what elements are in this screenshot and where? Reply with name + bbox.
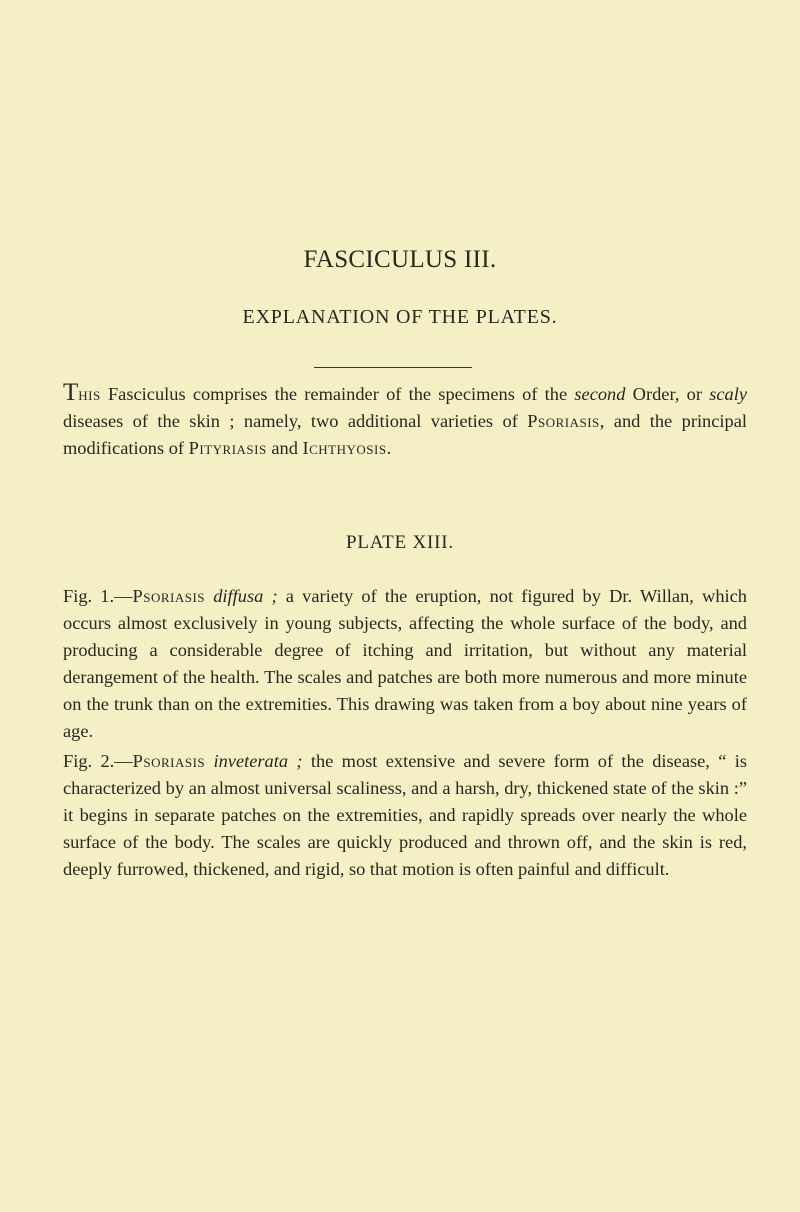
figure-1-paragraph [63, 583, 747, 746]
horizontal-rule [314, 367, 472, 368]
term-psoriasis: Psoriasis [527, 411, 600, 432]
emphasis-scaly: scaly [709, 384, 747, 404]
figure-1-label: Fig. 1.— [63, 586, 133, 606]
intro-text: , and the principal modifications of [63, 411, 747, 459]
intro-text: Order, or [625, 384, 710, 404]
figure-1-species: diffusa ; [213, 586, 278, 606]
fasciculus-title: FASCICULUS III. [303, 246, 497, 273]
figure-1-term: Psoriasis [132, 586, 206, 606]
intro-text: diseases of the skin ; namely, two additional varieties of [63, 411, 528, 432]
figure-2-paragraph [63, 748, 747, 883]
term-ichthyosis: Ichthyosis [302, 438, 387, 459]
figure-2-label: Fig. 2.— [63, 751, 133, 771]
term-pityriasis: Pityriasis [188, 438, 267, 459]
plate-heading: PLATE XIII. [345, 532, 454, 553]
drop-cap: T [63, 379, 79, 406]
intro-lead-word: his [78, 384, 101, 404]
figure-2-text: the most extensive and severe form of the disease, “ is characterized by an almost universal scaliness, and a harsh, dry, thickened state of the skin :” it begins in separate patches on the extremities, and rapidly spreads over nearly the whole surface of the body. The scales are quickly produced and thrown off, and the skin is red, deeply furrowed, thickened, and rigid, so that motion is often painful and difficult. [63, 751, 747, 880]
figure-2-species: inveterata ; [213, 751, 303, 771]
intro-paragraph [63, 381, 747, 462]
intro-text: and [266, 438, 303, 459]
figure-2-term: Psoriasis [132, 751, 206, 771]
emphasis-second: second [574, 384, 626, 404]
figure-1-text: a variety of the eruption, not figured by Dr. Willan, which occurs almost exclusively in young subjects, affecting the whole surface of the body, and producing a considerable degree of itching and irritation, but without any material derangement of the health. The scales and patches are both more numerous and more minute on the trunk than on the extremities. This drawing was taken from a boy about nine years of age. [63, 586, 747, 742]
explanation-heading: EXPLANATION OF THE PLATES. [242, 306, 558, 328]
intro-text: . [386, 438, 392, 459]
intro-text: Fasciculus comprises the remainder of the specimens of the [100, 384, 575, 404]
